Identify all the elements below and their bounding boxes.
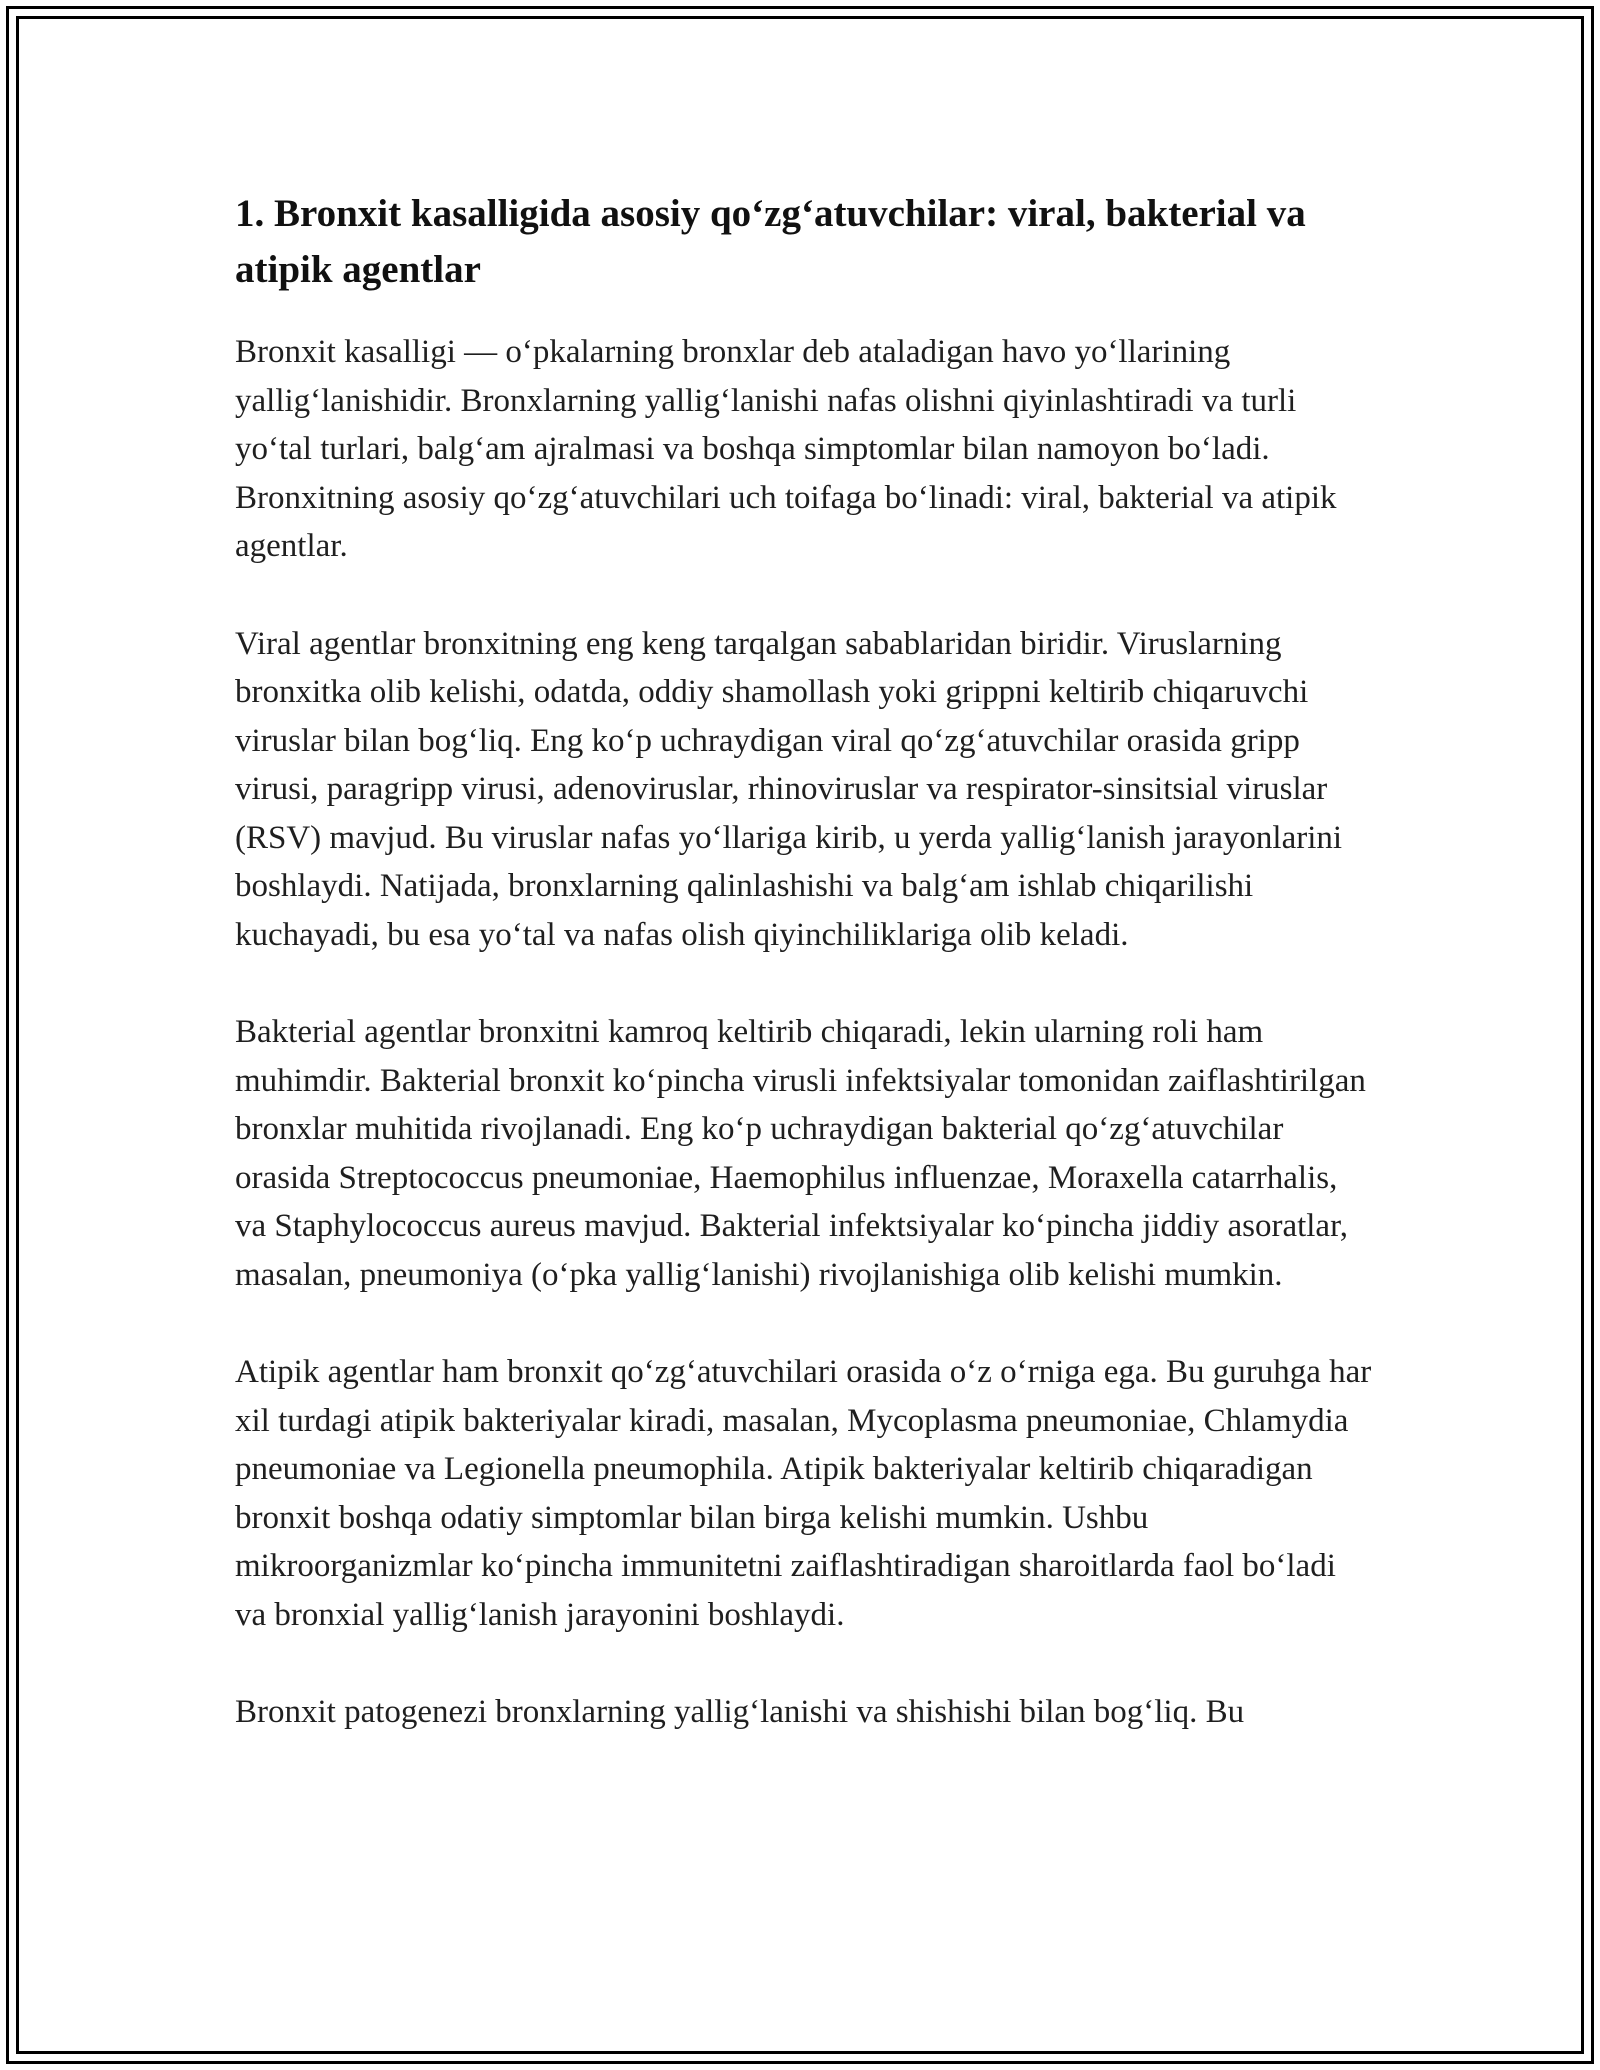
paragraph-bacterial-agents: Bakterial agentlar bronxitni kamroq keltirib chiqaradi, lekin ularning roli ham muhimdir. Bakterial bronxit ko‘pincha virusli infektsiyalar tomonidan zaiflashtirilgan bronxlar muhitida rivojlanadi. Eng ko‘p uchraydigan bakterial qo‘zg‘atuvchilar orasida Streptococcus pneumoniae, Haemophilus influenzae, Moraxella catarrhalis, va Staphylococcus aureus mavjud. Bakterial infektsiyalar ko‘pincha jiddiy asoratlar, masalan, pneumoniya (o‘pka yallig‘lanishi) rivojlanishiga olib kelishi mumkin.: [235, 1014, 1366, 1293]
document-body: [235, 186, 1375, 1786]
paragraph-atypical-agents: Atipik agentlar ham bronxit qo‘zg‘atuvchilari orasida o‘z o‘rniga ega. Bu guruhga har xil turdagi atipik bakteriyalar kiradi, masalan, Mycoplasma pneumoniae, Chlamydia pneumoniae va Legionella pneumophila. Atipik bakteriyalar keltirib chiqaradigan bronxit boshqa odatiy simptomlar bilan birga kelishi mumkin. Ushbu mikroorganizmlar ko‘pincha immunitetni zaiflashtiradigan sharoitlarda faol bo‘ladi va bronxial yallig‘lanish jarayonini boshlaydi.: [235, 1354, 1372, 1633]
paragraph-intro: Bronxit kasalligi — o‘pkalarning bronxlar deb ataladigan havo yo‘llarining yallig‘lanishidir. Bronxlarning yallig‘lanishi nafas olishni qiyinlashtiradi va turli yo‘tal turlari, balg‘am ajralmasi va boshqa simptomlar bilan namoyon bo‘ladi. Bronxitning asosiy qo‘zg‘atuvchilari uch toifaga bo‘linadi: viral, bakterial va atipik agentlar.: [235, 334, 1337, 564]
paragraph-pathogenesis: Bronxit patogenezi bronxlarning yallig‘lanishi va shishishi bilan bog‘liq. Bu: [235, 1694, 1245, 1730]
paragraph-viral-agents: Viral agentlar bronxitning eng keng tarqalgan sabablaridan biridir. Viruslarning bronxitka olib kelishi, odatda, oddiy shamollash yoki grippni keltirib chiqaruvchi viruslar bilan bog‘liq. Eng ko‘p uchraydigan viral qo‘zg‘atuvchilar orasida gripp virusi, paragripp virusi, adenoviruslar, rhinoviruslar va respirator-sinsitsial viruslar (RSV) mavjud. Bu viruslar nafas yo‘llariga kirib, u yerda yallig‘lanish jarayonlarini boshlaydi. Natijada, bronxlarning qalinlashishi va balg‘am ishlab chiqarilishi kuchayadi, bu esa yo‘tal va nafas olish qiyinchiliklariga olib keladi.: [235, 625, 1343, 953]
section-heading: 1. Bronxit kasalligida asosiy qo‘zg‘atuvchilar: viral, bakterial va atipik agentlar: [235, 192, 1306, 291]
